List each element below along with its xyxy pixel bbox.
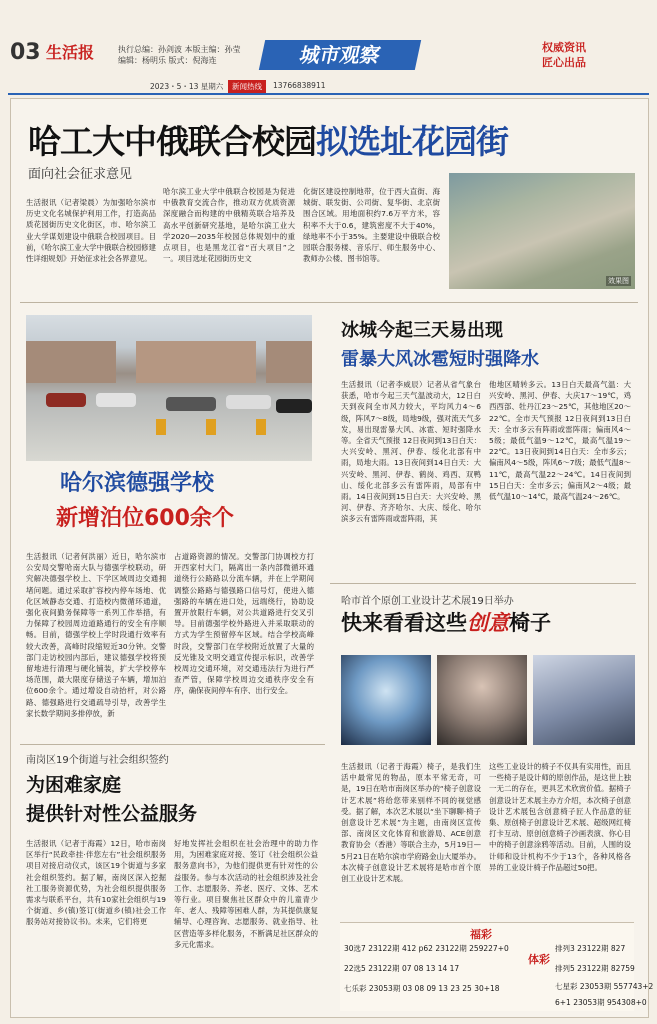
story3-headline-line2: 雷暴大风冰雹短时强降水 [341,349,539,370]
story1-headline-part-a: 哈工大中俄联合校园 [28,122,316,161]
credits-line-1: 执行总编：孙剑波 本版主编：孙莹 [118,45,241,54]
story4-col2: 这些工业设计的椅子不仅具有实用性，而且一些椅子是设计师的原创作品，是这世上独一无二的存在，更具艺术欣赏价值。据椅子创意设计艺术展主办方介绍，本次椅子创意设计艺术展包含创意椅子匠人作品意的征集、原创椅子创意设计艺术展、超级网红椅打卡互动、原创创意椅子沙画表演、你心目中的椅子创意涂鸦等活动。目前，人围的设计师和设计机构不少于13个，各种风格各异的工业设计椅子作品超过50把。 [489,762,631,872]
welfare-lottery-logo: 福彩 [470,928,492,941]
lottery-results-box [340,922,654,1011]
issue-date: 2023・5・13 星期六 [150,82,224,91]
story1-col1: 生活报讯（记者梁晨）为加强哈尔滨市历史文化名城保护利用工作，打造高品质花园街历史文化街区，市、哈尔滨工业大学谋划建设中俄联合校园项目。目前，《哈尔滨工业大学中俄联合校园修建性详细规划》开始征求社会各界意见。 [26,198,156,264]
story1-col3: 化街区建设控制地带，位于西大直街、海城街、联发街、公司街、复华街、北京街围合区域。用地面积约7.6万平方米，容积率不大于0.6，建筑密度不大于40%，绿地率不小于35%。主要建设中俄联合校园联合服务楼、音乐厅、师生服务中心、教师办公楼、图书馆等。 [303,187,440,264]
chair-photo-crystal [341,655,431,745]
story1-headline [28,116,508,163]
story4-headline-post: 椅子 [509,611,551,635]
car-shape [166,397,216,411]
car-shape [226,395,271,409]
lottery-row: 30选7 23122期 412 p62 23122期 259227+0 [344,944,509,953]
traffic-cone [156,419,166,435]
story2-col2: 占道路资源的情况。交警部门协调校方打开西家村大门，隔离出一条内部微循环通道绕行公路路以分流车辆，并在上学期间调整公路路与德强路口信号灯，使进入德强路的车辆在进口处，远端绕行，协助设置开放限行车辆，对公共道路进行交叉引导。目前德强学校外路进入并采取联动的方式为学生预留停车区域。结合学校高峰时段，交警部门在学校附近放置了大量的反光锥及文明交通宣传提示标识，改善学校周边交通环境，对交通违法行为进行严查严管，保障学校周边交通秩序安全有序，确保夜间停车有序、出行安全。 [174,552,314,696]
lottery-row: 6+1 23053期 954308+0 [555,998,647,1007]
car-shape [96,393,136,407]
story5-kicker: 南岗区19个街道与社会组织签约 [26,755,169,766]
divider [330,583,636,584]
story3-headline-line1: 冰城今起三天易出现 [341,320,503,341]
story5-col1: 生活报讯（记者于海霞）12日，哈市南岗区举行“民政牵挂·伴您左右”社会组织服务项目对接启动仪式，该区19个街道与多家社会组织签约。据了解，南岗区深入挖掘社工服务资源优势，为社会组织提供服务需求与联系平台，共有10家社会组织与19个街道、乡(镇)签订(街道乡(镇)社会工作服务站对接协议书)。未来，它们将更 [26,839,166,927]
story1-subheadline: 面向社会征求意见 [28,167,133,182]
newspaper-logo: 生活报 [46,43,95,62]
page-number: 03 [10,40,41,65]
lottery-row: 七乐彩 23053期 03 08 09 13 23 25 30+18 [344,984,500,993]
building-shape [26,341,116,383]
story4-headline-pre: 快来看看这些 [341,611,467,635]
lottery-row: 排列3 23122期 827 [555,944,626,953]
car-shape [46,393,86,407]
building-shape [266,341,312,383]
story4-kicker: 哈市首个原创工业设计艺术展19日举办 [341,596,514,607]
story2-headline-line1: 哈尔滨德强学校 [60,471,215,496]
chair-photo-figure [437,655,527,745]
story4-headline [341,607,551,637]
editor-credits [118,44,241,66]
car-shape [276,399,312,413]
traffic-cone [206,419,216,435]
story1-col2: 哈尔滨工业大学中俄联合校园是为促进中俄教育交流合作，推动双方优质资源深度融合而构建的中俄精英联合培养及高水平创新研究基地，是哈尔滨工业大学2020—2035年校园总体规划中的重点项目，也是黑龙江省“百大项目”之一。项目选址花园街历史文 [163,187,295,264]
parking-lot-photo [26,315,312,461]
story4-col1: 生活报讯（记者于海霞）椅子，是我们生活中最常见的物品，原本平常无奇，可是，19日在哈市南岗区举办的“椅子创意设计艺术展”将给您带来别样不同的视觉感受。据了解，本次艺术展以“坐下聊聊·椅子创意设计艺术展”为主题，由南岗区宣传部、南岗区文化体育和旅游局、ACE创意教育协会（香港）等联合主办，5月19日—5月21日在哈尔滨市学府路金山大厦举办。本次椅子创意设计艺术展将是哈市首个原创工业设计艺术展。 [341,762,481,884]
story5-col2: 好地发挥社会组织在社会治理中的助力作用，为困难家庭对接、签订《社会组织公益服务意向书》，为他们提供更有针对性的公益服务。参与本次活动的社会组织涉及社会工作、志愿服务、养老、医疗、文体、艺术等行业。项目聚焦社区群众中的儿童青少年、老人、残障等困难人群，为其提供康复辅导、心理咨询、志愿服务、就业指导、社区营造等多样化服务，不断满足社区群众的多元化需求。 [174,839,318,949]
chair-photo-modern [533,655,635,745]
slogan-line-1: 权威资讯 [542,41,586,54]
slogan-line-2: 匠心出品 [542,56,586,69]
lottery-row: 七星彩 23053期 557743+2 [555,982,654,991]
slogan [542,40,586,70]
lottery-row: 22选5 23122期 07 08 13 14 17 [344,964,460,973]
traffic-cone [256,419,266,435]
header-rule [8,93,649,95]
photo-caption: 效果图 [608,277,629,285]
story1-headline-part-b: 拟选址花园街 [316,122,508,161]
story2-col1: 生活报讯（记者何洪丽）近日，哈尔滨市公安局交警哈南大队与德强学校联动，研究解决德强学校上、下学区域周边交通拥堵问题。通过采取扩容校内停车场地、优化区域静态交通、打造校内微循环通道，强化夜间勤务保障等一系列工作举措，有力保障了校园周边道路通行的安全有序顺畅。目前，德强学校上学时段通行效率有较大改善，高峰时段缩短近30分钟。交警部门走访校园内部后，建议德强学校将预留地进行清理与硬化铺装，扩大学校停车场范围，最大限度存储送子车辆，增加泊位600余个。通过增设自动抬杆，对公路路、德强路进行交通疏导引导，改善学生家长数学期间多排停放，新 [26,552,166,718]
divider [20,744,325,745]
hotline-label: 新闻热线 [228,80,266,93]
sports-lottery-logo: 体彩 [528,953,550,966]
story4-headline-deco: 创意 [467,610,509,635]
section-banner: 城市观察 [259,40,421,70]
divider [20,302,638,303]
story3-col2: 他地区晴转多云。13日白天最高气温：大兴安岭、黑河、伊春、大庆17～19℃，鸡西西部、牡丹江23～25℃，其他地区20～22℃。全市天气预报 12日夜间到13日白天：全市多云有阵雨或雷阵雨；偏南风4～5级；最低气温9～12℃，最高气温19～22℃。13日夜间到14日白天：全市多云；偏南风4～5级，阵风6～7级；最低气温8～11℃，最高气温22～24℃。14日夜间到15日白天：全市多云；偏南风2～4级；最低气温10～14℃，最高气温24～26℃。 [489,380,631,502]
story5-headline-line1: 为困难家庭 [26,774,122,796]
story3-col1: 生活报讯（记者李威辰）记者从省气象台获悉，哈市今起三天气温波动大，12日白天到夜间全市风力较大，平均风力4～6级，阵风7～8级，局地9级，强对流天气多发，易出现雷暴大风、冰雹、短时强降水等。全省天气预报 12日夜间到13日白天：大兴安岭、黑河、伊春、绥化北部有中雨，局地大雨。13日夜间到14日白天：大兴安岭、黑河、伊春、鹤岗、鸡西、双鸭山、绥化北部多云有雷阵雨，局部有中雨。14日夜间到15日白天：大兴安岭、黑河、伊春、齐齐哈尔、大庆、绥化、哈尔滨多云有雷阵雨或雷阵雨，其 [341,380,481,524]
building-shape [136,341,256,383]
lottery-row: 排列5 23122期 82759 [555,964,635,973]
story5-headline-line2: 提供针对性公益服务 [26,803,198,825]
story2-headline-line2: 新增泊位600余个 [56,506,234,531]
campus-rendering-photo [449,173,635,289]
credits-line-2: 编辑：杨明乐 版式：倪海连 [118,56,217,65]
hotline-number: 13766838911 [273,81,326,90]
